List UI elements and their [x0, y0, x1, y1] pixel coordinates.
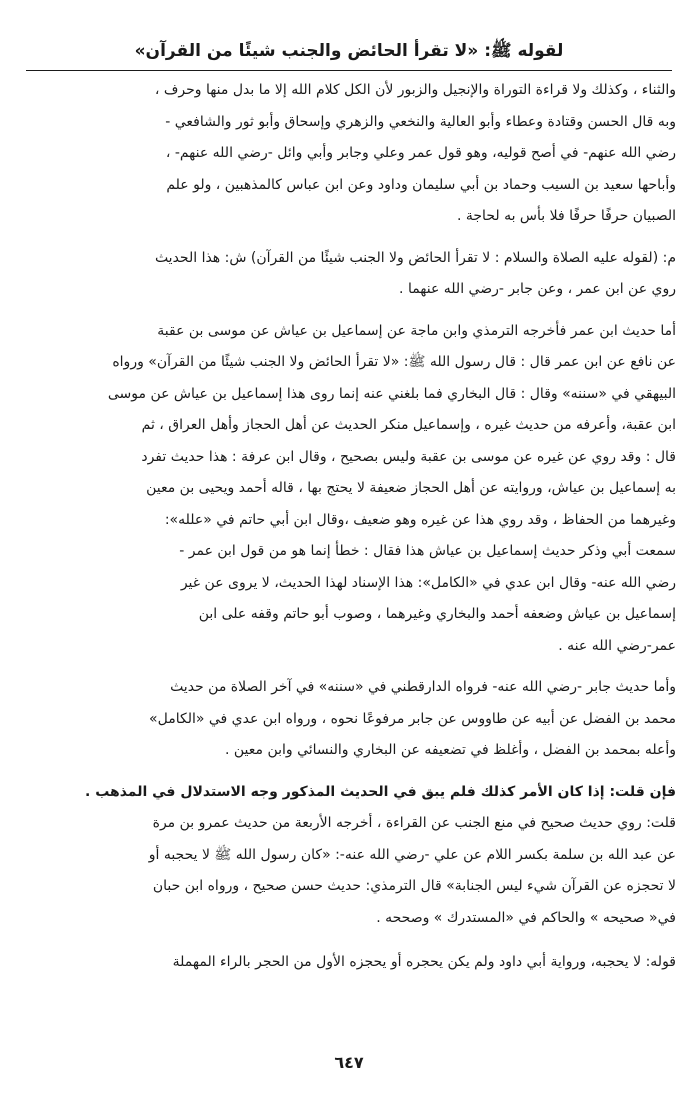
text-line: قال : وقد روي عن غيره عن موسى بن عقبة وليس بصحيح ، وقال ابن عرفة : هذا حديث تفرد	[141, 448, 676, 465]
text-line: محمد بن الفضل عن أبيه عن طاووس عن جابر مرفوعًا نحوه ، ورواه ابن عدي في «الكامل»	[149, 710, 676, 727]
text-line: قوله: لا يحجبه، ورواية أبي داود ولم يكن يحجره أو يحجزه الأول من الحجر بالراء المهملة	[172, 954, 676, 970]
text-line: الصبيان حرفًا حرفًا فلا بأس به لحاجة .	[457, 208, 676, 224]
page-content	[22, 38, 676, 979]
text-line: وبه قال الحسن وقتادة وعطاء وأبو العالية والنخعي والزهري وإسحاق وأبو ثور والشافعي -	[165, 113, 676, 130]
paragraph-jabir	[22, 672, 676, 767]
paragraph-final	[22, 947, 676, 979]
text-line: رضي الله عنه- وقال ابن عدي في «الكامل»: هذا الإسناد لهذا الحديث، لا يروى عن غير	[180, 574, 676, 591]
text-line: عن عبد الله بن سلمة بكسر اللام عن علي -رضي الله عنه-: «كان رسول الله ﷺ لا يحجبه أو	[148, 846, 676, 863]
text-line: م: (لقوله عليه الصلاة والسلام : لا تقرأ الحائض ولا الجنب شيئًا من القرآن) ش: هذا الحديث	[154, 249, 676, 266]
paragraph-answer	[22, 808, 676, 934]
text-line: قلت: روي حديث صحيح في منع الجنب عن القراءة ، أخرجه الأربعة من حديث عمرو بن مرة	[152, 815, 676, 831]
page-number: ٦٤٧	[334, 1053, 364, 1072]
text-line: وأما حديث جابر -رضي الله عنه- فرواه الدارقطني في «سننه» في آخر الصلاة من حديث	[170, 679, 676, 695]
text-line: فإن قلت: إذا كان الأمر كذلك فلم يبق في الحديث المذكور وجه الاستدلال في المذهب .	[85, 783, 676, 800]
text-line: ابن عقبة، وأعرفه من حديث غيره ، وإسماعيل منكر الحديث عن أهل الحجاز وأهل العراق ، ثم	[141, 417, 676, 433]
paragraph-question	[22, 777, 676, 809]
text-line: إسماعيل بن عياش وضعفه أحمد والبخاري وغيرهما ، وصوب أبو حاتم وقفه على ابن	[198, 606, 676, 622]
text-line: في« صحيحه » والحاكم في «المستدرك » وصححه .	[376, 909, 676, 926]
paragraph-ibn-umar	[22, 316, 676, 663]
header-rule	[26, 70, 672, 71]
text-line: عمر-رضي الله عنه .	[558, 637, 676, 654]
text-line: وأعله بمحمد بن الفضل ، وأغلظ في تضعيفه عن البخاري والنسائي وابن معين .	[224, 742, 676, 758]
text-line: عن نافع عن ابن عمر قال : قال رسول الله ﷺ: «لا تقرأ الحائض ولا الجنب شيئًا من القرآن» ورواه	[112, 354, 676, 370]
text-line: أما حديث ابن عمر فأخرجه الترمذي وابن ماجة عن إسماعيل بن عياش عن موسى بن عقبة	[157, 322, 676, 339]
text-line: سمعت أبي وذكر حديث إسماعيل بن عياش هذا فقال : خطأ إنما هو من قول ابن عمر -	[179, 543, 676, 559]
running-header: لقوله ﷺ: «لا تقرأ الحائض والجنب شيئًا من القرآن»	[134, 41, 564, 61]
text-line: رضي الله عنهم- في أصح قوليه، وهو قول عمر وعلي وجابر وأبي وائل -رضي الله عنهم- ،	[165, 145, 676, 161]
text-line: البيهقي في «سننه» وقال : قال البخاري فما بلغني عنه إنما روى هذا إسماعيل بن عياش عن موسى	[107, 385, 676, 402]
text-line: والثناء ، وكذلك ولا قراءة التوراة والإنجيل والزبور لأن الكل كلام الله إلا ما بدل منها وحرف ،	[154, 82, 676, 98]
text-line: وغيرهما من الحفاظ ، وقد روي هذا عن غيره وهو ضعيف ،وقال ابن أبي حاتم في «علله»:	[164, 511, 676, 528]
text-line: به إسماعيل بن عياش، وروايته عن أهل الحجاز ضعيفة لا يحتج بها ، قاله أحمد ويحيى بن معين	[146, 480, 676, 496]
text-line: روي عن ابن عمر ، وعن جابر -رضي الله عنهما .	[399, 281, 676, 297]
text-line: لا تحجزه عن القرآن شيء ليس الجنابة» قال الترمذي: حديث حسن صحيح ، ورواه ابن حبان	[152, 878, 676, 894]
paragraph-intro	[22, 75, 676, 233]
paragraph-matn	[22, 243, 676, 306]
text-line: وأباحها سعيد بن السيب وحماد بن أبي سليمان وداود وعن ابن عباس كالمذهبين ، ولو علم	[166, 176, 676, 193]
